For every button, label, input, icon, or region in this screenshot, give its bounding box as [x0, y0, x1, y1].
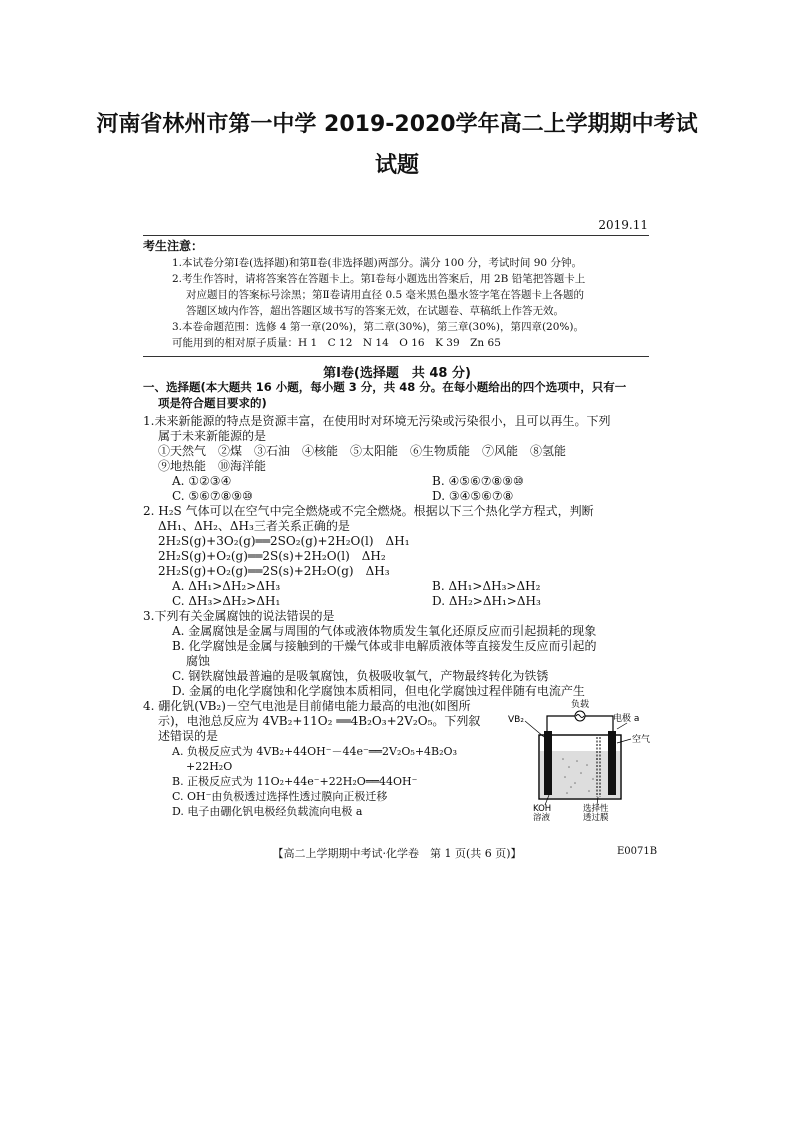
koh-label: KOH [533, 804, 552, 814]
q2-option-c: C. ΔH₃>ΔH₂>ΔH₁ [172, 594, 281, 608]
q2-equation: 2H₂S(g)+O₂(g)══2S(s)+2H₂O(g) ΔH₃ [158, 564, 390, 578]
q3-option-c: C. 钢铁腐蚀最普遍的是吸氧腐蚀，负极吸收氧气，产物最终转化为铁锈 [172, 669, 549, 683]
q3-option-b-cont: 腐蚀 [186, 654, 211, 668]
air-label: 空气 [632, 735, 651, 745]
notice-line: 可能用到的相对原子质量：H 1 C 12 N 14 O 16 K 39 Zn 65 [172, 337, 501, 349]
exam-date: 2019.11 [598, 218, 648, 232]
q4-option-b: B. 正极反应式为 11O₂+44e⁻+22H₂O══44OH⁻ [172, 775, 418, 788]
top-divider [143, 235, 649, 236]
part-heading: 项是符合题目要求的) [158, 396, 267, 410]
page-footer: 【高二上学期期中考试·化学卷 第 1 页(共 6 页)】 [272, 847, 522, 860]
q4-option-a: A. 负极反应式为 4VB₂+44OH⁻－44e⁻══2V₂O₅+4B₂O₃ [172, 745, 457, 758]
notice-line: 3.本卷命题范围：选修 4 第一章(20%)，第二章(30%)，第三章(30%)，第四章(20%)。 [172, 321, 584, 333]
q2-option-d: D. ΔH₂>ΔH₁>ΔH₃ [432, 594, 541, 608]
q4-option-a-cont: +22H₂O [186, 760, 233, 773]
exam-title-cont: 试题 [374, 153, 419, 178]
load-label: 负载 [570, 700, 590, 710]
q1-option-a: A. ①②③④ [172, 474, 232, 488]
q2-stem: ΔH₁、ΔH₂、ΔH₃三者关系正确的是 [158, 519, 350, 533]
notice-line: 对应题目的答案标号涂黑；第Ⅱ卷请用直径 0.5 毫米黑色墨水签字笔在答题卡上各题的 [186, 289, 585, 301]
exam-title: 河南省林州市第一中学 2019-2020学年高二上学期期中考试 [96, 112, 698, 137]
q1-option-b: B. ④⑤⑥⑦⑧⑨⑩ [432, 474, 524, 488]
vb2-label: VB₂ [508, 715, 524, 725]
q2-option-a: A. ΔH₁>ΔH₂>ΔH₃ [172, 579, 281, 593]
q1-stem: 属于未来新能源的是 [158, 429, 267, 443]
q1-items: ⑨地热能 ⑩海洋能 [158, 459, 267, 473]
q3-option-a: A. 金属腐蚀是金属与周围的气体或液体物质发生氧化还原反应而引起损耗的现象 [172, 624, 597, 638]
q4-option-d: D. 电子由硼化钒电极经负载流向电极 a [172, 805, 363, 818]
q4-option-c: C. OH⁻由负极透过选择性透过膜向正极迁移 [172, 790, 388, 803]
notice-line: 答题区域内作答，超出答题区域书写的答案无效，在试题卷、草稿纸上作答无效。 [186, 305, 564, 317]
electrode-a-label: 电极 a [613, 714, 640, 724]
q3-option-b: B. 化学腐蚀是金属与接触到的干燥气体或非电解质液体等直接发生反应而引起的 [172, 639, 597, 653]
q2-equation: 2H₂S(g)+O₂(g)══2S(s)+2H₂O(l) ΔH₂ [158, 549, 386, 563]
notice-line: 1.本试卷分第Ⅰ卷(选择题)和第Ⅱ卷(非选择题)两部分。满分 100 分，考试时间 90 分钟。 [172, 257, 582, 269]
membrane-label-2: 透过膜 [583, 813, 609, 822]
exam-code: E0071B [617, 846, 658, 857]
notice-heading: 考生注意： [143, 239, 204, 253]
q1-option-d: D. ③④⑤⑥⑦⑧ [432, 489, 514, 503]
q2-stem: 2. H₂S 气体可以在空气中完全燃烧或不完全燃烧。根据以下三个热化学方程式，判断 [143, 504, 594, 518]
q2-option-b: B. ΔH₁>ΔH₃>ΔH₂ [432, 579, 541, 593]
q2-equation: 2H₂S(g)+3O₂(g)══2SO₂(g)+2H₂O(l) ΔH₁ [158, 534, 410, 548]
part-heading: 一、选择题(本大题共 16 小题，每小题 3 分，共 48 分。在每小题给出的四个选项中，只有一 [143, 380, 627, 394]
section-title: 第Ⅰ卷(选择题 共 48 分) [323, 366, 471, 381]
solution-label: 溶液 [533, 813, 551, 822]
battery-diagram [505, 697, 655, 822]
notice-line: 2.考生作答时，请将答案答在答题卡上。第Ⅰ卷每小题选出答案后，用 2B 铅笔把答题卡上 [172, 273, 586, 285]
q1-stem: 1.未来新能源的特点是资源丰富，在使用时对环境无污染或污染很小，且可以再生。下列 [143, 414, 611, 428]
q1-option-c: C. ⑤⑥⑦⑧⑨⑩ [172, 489, 253, 503]
q3-option-d: D. 金属的电化学腐蚀和化学腐蚀本质相同，但电化学腐蚀过程伴随有电流产生 [172, 684, 585, 698]
q1-items: ①天然气 ②煤 ③石油 ④核能 ⑤太阳能 ⑥生物质能 ⑦风能 ⑧氢能 [158, 444, 567, 458]
q4-stem: 4. 硼化钒(VB₂)－空气电池是目前储电能力最高的电池(如图所 [143, 699, 471, 713]
q3-stem: 3.下列有关金属腐蚀的说法错误的是 [143, 609, 335, 623]
membrane-label: 选择性 [583, 804, 609, 814]
q4-stem: 述错误的是 [158, 729, 219, 743]
notice-divider [143, 356, 649, 357]
q4-stem: 示)，电池总反应为 4VB₂+11O₂ ══4B₂O₃+2V₂O₅。下列叙 [158, 714, 481, 728]
